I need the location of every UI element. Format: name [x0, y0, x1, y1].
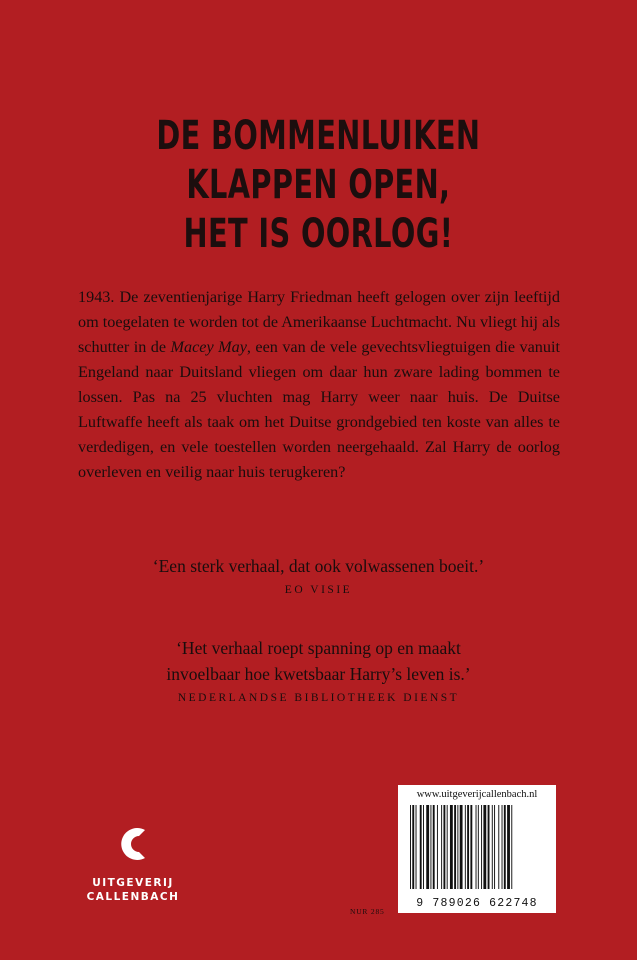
- blurb-paragraph: [78, 285, 560, 485]
- blurb-text-start: 1943. De zeventienjarige Harry Friedman heeft gelogen over zijn leeftijd om toegelaten te worden tot de Amerikaanse Luchtmacht. Nu vliegt hij als schutter in de: [78, 288, 560, 356]
- review-source: NEDERLANDSE BIBLIOTHEEK DIENST: [177, 692, 460, 704]
- review-quote-2: [0, 635, 637, 704]
- nur-code: NUR 285: [350, 907, 385, 916]
- headline-line-1: DE BOMMENLUIKEN: [156, 113, 481, 159]
- publisher-name-line-2: CALLENBACH: [86, 891, 180, 903]
- publisher-url: www.uitgeverijcallenbach.nl: [416, 789, 538, 800]
- headline-line-2: KLAPPEN OPEN,: [186, 162, 451, 208]
- aircraft-title: Macey May: [170, 338, 247, 356]
- publisher-name-line-1: UITGEVERIJ: [92, 877, 174, 889]
- blurb-text-end: , een van de vele gevechtsvliegtuigen die vanuit Engeland naar Duitsland vliegen om daar hun zware lading bommen te lossen. Pas na 25 vluchten mag Harry weer naar huis. De Duitse Luftwaffe heeft als taak om het Duitse grondgebied ten koste van alles te verdedigen, en vele toestellen worden neergehaald. Zal Harry de oorlog overleven en veilig naar huis terugkeren?: [78, 338, 560, 481]
- headline-line-3: HET IS OORLOG!: [183, 211, 454, 257]
- headline: [89, 112, 548, 259]
- isbn-barcode: [404, 805, 550, 893]
- review-quote-1: [0, 553, 637, 596]
- review-quote-text: ‘Een sterk verhaal, dat ook volwassenen boeit.’: [152, 556, 485, 576]
- c-logo-icon: [115, 822, 151, 866]
- review-source: EO VISIE: [284, 584, 353, 596]
- review-quote-text-line-1: ‘Het verhaal roept spanning op en maakt: [176, 638, 461, 658]
- review-quote-text-line-2: invoelbaar hoe kwetsbaar Harry’s leven is.’: [166, 664, 471, 684]
- barcode-panel: [398, 785, 556, 913]
- isbn-number: 9 789026 622748: [416, 897, 538, 910]
- publisher-logo: [78, 822, 188, 904]
